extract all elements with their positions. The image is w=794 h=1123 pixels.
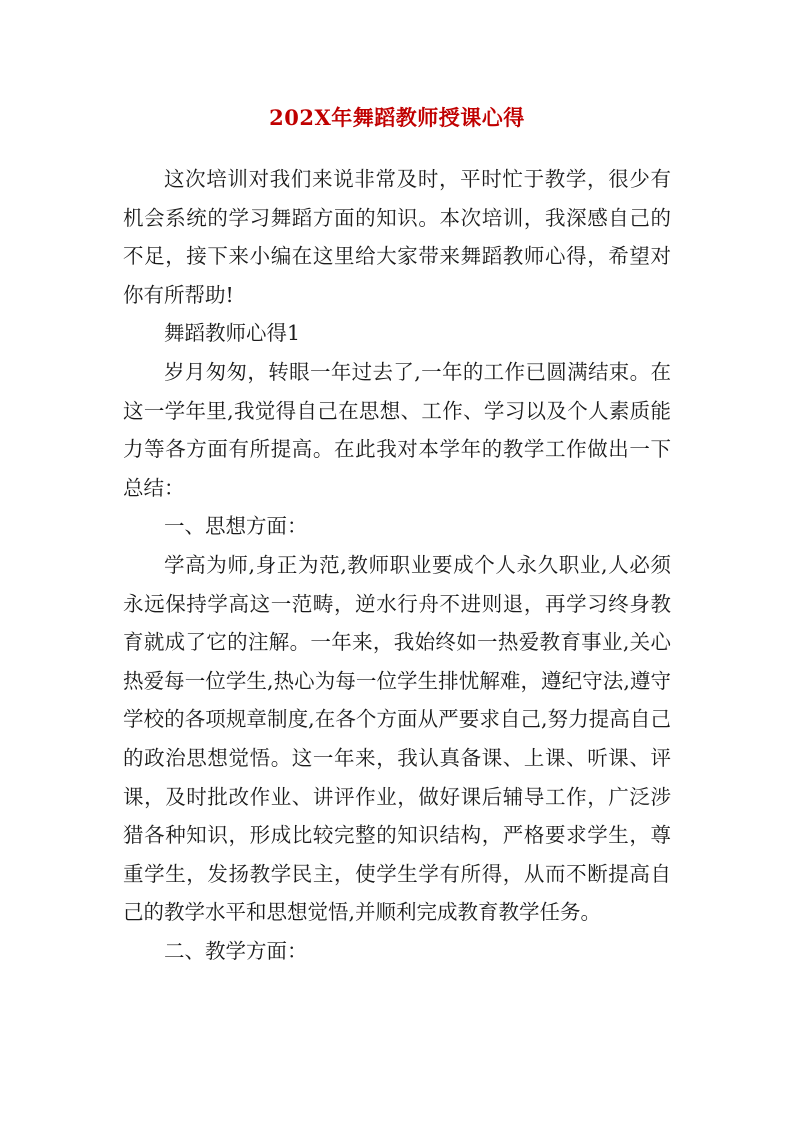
section-heading-thinking: 一、思想方面： bbox=[164, 514, 308, 539]
intro-paragraph: 这次培训对我们来说非常及时，平时忙于教学，很少有机会系统的学习舞蹈方面的知识。本次培训，我深感自己的不足，接下来小编在这里给大家带来舞蹈教师心得，希望对你有所帮助! bbox=[123, 167, 671, 307]
document-title: 202X年舞蹈教师授课心得 bbox=[269, 105, 525, 130]
thinking-paragraph: 学高为师,身正为范,教师职业要成个人永久职业,人必须永远保持学高这一范畴，逆水行舟不进则退，再学习终身教育就成了它的注解。一年来，我始终如一热爱教育事业,关心热爱每一位学生,热心为每一位学生排忧解难，遵纪守法,遵守学校的各项规章制度,在各个方面从严要求自己,努力提高自己的政治思想觉悟。这一年来，我认真备课、上课、听课、评课，及时批改作业、讲评作业，做好课后辅导工作，广泛涉猎各种知识，形成比较完整的知识结构，严格要求学生，尊重学生，发扬教学民主，使学生学有所得，从而不断提高自己的教学水平和思想觉悟,并顺利完成教育教学任务。 bbox=[123, 552, 671, 925]
section-heading-experience-1: 舞蹈教师心得1 bbox=[164, 321, 301, 346]
section-heading-teaching: 二、教学方面： bbox=[164, 938, 308, 963]
document-body bbox=[123, 160, 671, 970]
summary-paragraph: 岁月匆匆，转眼一年过去了,一年的工作已圆满结束。在这一学年里,我觉得自己在思想、工作、学习以及个人素质能力等各方面有所提高。在此我对本学年的教学工作做出一下总结： bbox=[123, 359, 671, 500]
